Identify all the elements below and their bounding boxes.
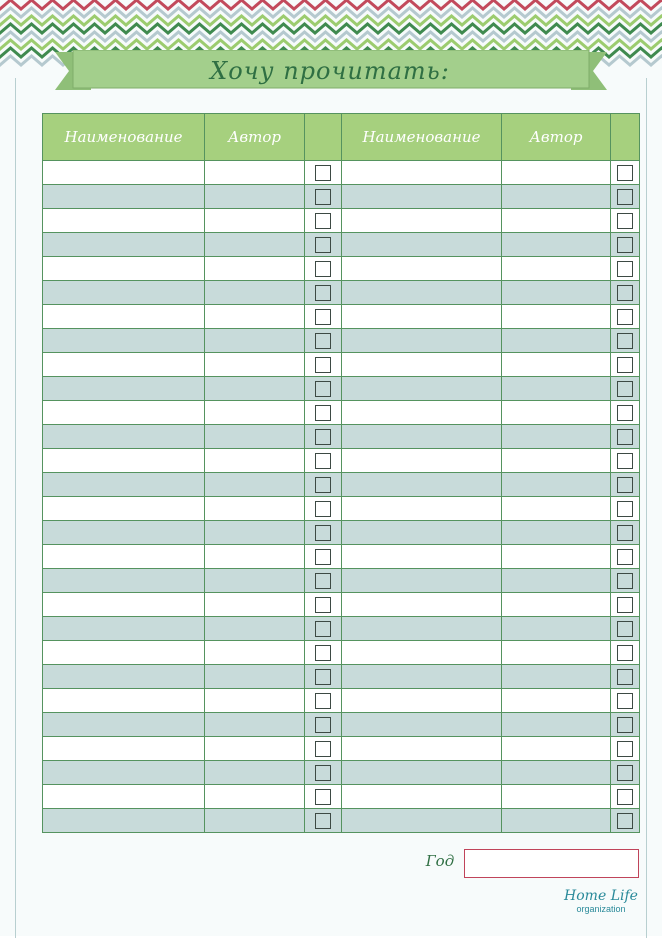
checkbox-cell-right: [611, 761, 640, 785]
author-cell-left[interactable]: [205, 785, 305, 809]
author-cell-right[interactable]: [502, 665, 611, 689]
checkbox-cell-right: [611, 545, 640, 569]
checkbox-cell-left: [305, 353, 342, 377]
checkbox-cell-left: [305, 329, 342, 353]
book-title-cell-left[interactable]: [43, 449, 205, 473]
book-title-cell-left[interactable]: [43, 497, 205, 521]
author-cell-left[interactable]: [205, 401, 305, 425]
read-checkbox[interactable]: [617, 453, 633, 469]
read-checkbox[interactable]: [315, 357, 331, 373]
book-title-cell-right[interactable]: [342, 329, 502, 353]
checkbox-cell-right: [611, 569, 640, 593]
book-title-cell-left[interactable]: [43, 641, 205, 665]
checkbox-cell-right: [611, 809, 640, 833]
author-cell-right[interactable]: [502, 713, 611, 737]
chevron-stripe: [0, 32, 662, 41]
read-checkbox[interactable]: [617, 405, 633, 421]
author-cell-left[interactable]: [205, 545, 305, 569]
author-cell-right[interactable]: [502, 593, 611, 617]
table-row: [43, 377, 640, 401]
book-title-cell-left[interactable]: [43, 809, 205, 833]
read-checkbox[interactable]: [315, 213, 331, 229]
checkbox-cell-left: [305, 713, 342, 737]
checkbox-cell-right: [611, 257, 640, 281]
table-row: [43, 233, 640, 257]
author-cell-right[interactable]: [502, 809, 611, 833]
column-header-author-left: Автор: [205, 114, 305, 161]
read-checkbox[interactable]: [315, 597, 331, 613]
checkbox-cell-left: [305, 569, 342, 593]
book-title-cell-right[interactable]: [342, 473, 502, 497]
table-row: [43, 473, 640, 497]
book-title-cell-left[interactable]: [43, 257, 205, 281]
read-checkbox[interactable]: [315, 765, 331, 781]
checkbox-cell-right: [611, 425, 640, 449]
author-cell-right[interactable]: [502, 521, 611, 545]
author-cell-right[interactable]: [502, 161, 611, 185]
checkbox-cell-right: [611, 281, 640, 305]
table-row: [43, 737, 640, 761]
read-checkbox[interactable]: [315, 285, 331, 301]
checkbox-cell-right: [611, 689, 640, 713]
checkbox-cell-right: [611, 401, 640, 425]
read-checkbox[interactable]: [617, 573, 633, 589]
author-cell-left[interactable]: [205, 161, 305, 185]
table-row: [43, 497, 640, 521]
read-checkbox[interactable]: [617, 693, 633, 709]
table-row: [43, 401, 640, 425]
checkbox-cell-right: [611, 209, 640, 233]
read-checkbox[interactable]: [315, 621, 331, 637]
author-cell-left[interactable]: [205, 329, 305, 353]
author-cell-left[interactable]: [205, 761, 305, 785]
table-row: [43, 641, 640, 665]
read-checkbox[interactable]: [617, 789, 633, 805]
book-title-cell-left[interactable]: [43, 161, 205, 185]
book-title-cell-right[interactable]: [342, 689, 502, 713]
checkbox-cell-left: [305, 641, 342, 665]
read-checkbox[interactable]: [315, 453, 331, 469]
author-cell-left[interactable]: [205, 737, 305, 761]
book-title-cell-left[interactable]: [43, 329, 205, 353]
table-row: [43, 785, 640, 809]
author-cell-right[interactable]: [502, 233, 611, 257]
checkbox-cell-left: [305, 233, 342, 257]
author-cell-right[interactable]: [502, 185, 611, 209]
table-row: [43, 161, 640, 185]
checkbox-cell-right: [611, 329, 640, 353]
author-cell-right[interactable]: [502, 449, 611, 473]
author-cell-left[interactable]: [205, 233, 305, 257]
author-cell-right[interactable]: [502, 545, 611, 569]
read-checkbox[interactable]: [315, 573, 331, 589]
checkbox-cell-right: [611, 185, 640, 209]
author-cell-left[interactable]: [205, 209, 305, 233]
read-checkbox[interactable]: [315, 405, 331, 421]
author-cell-left[interactable]: [205, 713, 305, 737]
author-cell-left[interactable]: [205, 617, 305, 641]
table-row: [43, 281, 640, 305]
book-title-cell-right[interactable]: [342, 401, 502, 425]
book-title-cell-right[interactable]: [342, 809, 502, 833]
read-checkbox[interactable]: [315, 525, 331, 541]
book-title-cell-left[interactable]: [43, 377, 205, 401]
read-checkbox[interactable]: [617, 597, 633, 613]
book-title-cell-left[interactable]: [43, 665, 205, 689]
checkbox-cell-left: [305, 473, 342, 497]
author-cell-right[interactable]: [502, 497, 611, 521]
checkbox-cell-right: [611, 641, 640, 665]
brand-logo: [556, 888, 646, 914]
book-title-cell-right[interactable]: [342, 545, 502, 569]
author-cell-right[interactable]: [502, 353, 611, 377]
book-title-cell-left[interactable]: [43, 617, 205, 641]
checkbox-cell-left: [305, 209, 342, 233]
checkbox-cell-right: [611, 737, 640, 761]
book-title-cell-right[interactable]: [342, 593, 502, 617]
checkbox-cell-left: [305, 425, 342, 449]
book-title-cell-left[interactable]: [43, 593, 205, 617]
book-title-cell-right[interactable]: [342, 785, 502, 809]
checkbox-cell-right: [611, 497, 640, 521]
read-checkbox[interactable]: [315, 237, 331, 253]
checkbox-cell-left: [305, 449, 342, 473]
author-cell-right[interactable]: [502, 401, 611, 425]
page-title: Хочу прочитать:: [210, 57, 450, 85]
author-cell-left[interactable]: [205, 497, 305, 521]
read-checkbox[interactable]: [617, 645, 633, 661]
book-title-cell-right[interactable]: [342, 449, 502, 473]
book-title-cell-left[interactable]: [43, 425, 205, 449]
read-checkbox[interactable]: [617, 165, 633, 181]
read-checkbox[interactable]: [617, 717, 633, 733]
author-cell-left[interactable]: [205, 521, 305, 545]
book-title-cell-left[interactable]: [43, 305, 205, 329]
read-checkbox[interactable]: [315, 813, 331, 829]
author-cell-right[interactable]: [502, 305, 611, 329]
author-cell-right[interactable]: [502, 617, 611, 641]
checkbox-cell-right: [611, 305, 640, 329]
chevron-stripe: [0, 0, 662, 9]
table-header-row: [43, 114, 640, 161]
checkbox-cell-left: [305, 185, 342, 209]
book-title-cell-left[interactable]: [43, 737, 205, 761]
read-checkbox[interactable]: [617, 477, 633, 493]
author-cell-left[interactable]: [205, 809, 305, 833]
chevron-stripe: [0, 16, 662, 25]
checkbox-cell-left: [305, 761, 342, 785]
book-title-cell-left[interactable]: [43, 761, 205, 785]
checkbox-cell-left: [305, 257, 342, 281]
read-checkbox[interactable]: [617, 357, 633, 373]
book-title-cell-right[interactable]: [342, 353, 502, 377]
read-checkbox[interactable]: [617, 501, 633, 517]
author-cell-left[interactable]: [205, 377, 305, 401]
author-cell-left[interactable]: [205, 665, 305, 689]
checkbox-cell-right: [611, 593, 640, 617]
author-cell-right[interactable]: [502, 641, 611, 665]
checkbox-cell-left: [305, 545, 342, 569]
chevron-stripe: [0, 8, 662, 17]
author-cell-right[interactable]: [502, 281, 611, 305]
checkbox-cell-right: [611, 161, 640, 185]
read-checkbox[interactable]: [315, 477, 331, 493]
chevron-stripe: [0, 40, 662, 49]
book-title-cell-right[interactable]: [342, 185, 502, 209]
read-checkbox[interactable]: [617, 261, 633, 277]
table-row: [43, 425, 640, 449]
read-checkbox[interactable]: [617, 813, 633, 829]
author-cell-left[interactable]: [205, 449, 305, 473]
read-checkbox[interactable]: [315, 501, 331, 517]
read-checkbox[interactable]: [315, 165, 331, 181]
checkbox-cell-right: [611, 449, 640, 473]
checkbox-cell-right: [611, 377, 640, 401]
table-row: [43, 689, 640, 713]
author-cell-left[interactable]: [205, 593, 305, 617]
book-title-cell-right[interactable]: [342, 161, 502, 185]
read-checkbox[interactable]: [315, 309, 331, 325]
book-title-cell-right[interactable]: [342, 521, 502, 545]
checkbox-cell-right: [611, 353, 640, 377]
read-checkbox[interactable]: [617, 237, 633, 253]
checkbox-cell-left: [305, 689, 342, 713]
checkbox-cell-left: [305, 593, 342, 617]
author-cell-right[interactable]: [502, 329, 611, 353]
table-row: [43, 209, 640, 233]
author-cell-right[interactable]: [502, 761, 611, 785]
table-row: [43, 329, 640, 353]
author-cell-left[interactable]: [205, 257, 305, 281]
book-title-cell-left[interactable]: [43, 209, 205, 233]
book-title-cell-left[interactable]: [43, 545, 205, 569]
reading-list-table: [42, 113, 640, 833]
checkbox-cell-left: [305, 809, 342, 833]
book-title-cell-right[interactable]: [342, 713, 502, 737]
table-row: [43, 593, 640, 617]
checkbox-cell-left: [305, 161, 342, 185]
checkbox-cell-left: [305, 281, 342, 305]
read-checkbox[interactable]: [617, 621, 633, 637]
author-cell-right[interactable]: [502, 737, 611, 761]
author-cell-right[interactable]: [502, 425, 611, 449]
checkbox-cell-left: [305, 497, 342, 521]
column-header-check-right: [611, 114, 640, 161]
table-row: [43, 449, 640, 473]
book-title-cell-left[interactable]: [43, 473, 205, 497]
book-title-cell-right[interactable]: [342, 761, 502, 785]
book-title-cell-left[interactable]: [43, 233, 205, 257]
book-title-cell-left[interactable]: [43, 353, 205, 377]
logo-sub-text: organization: [576, 904, 626, 914]
read-checkbox[interactable]: [315, 669, 331, 685]
book-title-cell-left[interactable]: [43, 521, 205, 545]
logo-main-text: Home Life: [564, 888, 638, 904]
read-checkbox[interactable]: [315, 717, 331, 733]
checkbox-cell-left: [305, 305, 342, 329]
author-cell-left[interactable]: [205, 281, 305, 305]
table-row: [43, 761, 640, 785]
author-cell-left[interactable]: [205, 641, 305, 665]
book-title-cell-right[interactable]: [342, 641, 502, 665]
table-row: [43, 617, 640, 641]
author-cell-left[interactable]: [205, 425, 305, 449]
author-cell-left[interactable]: [205, 569, 305, 593]
book-title-cell-right[interactable]: [342, 569, 502, 593]
checkbox-cell-left: [305, 665, 342, 689]
read-checkbox[interactable]: [315, 789, 331, 805]
checkbox-cell-right: [611, 713, 640, 737]
checkbox-cell-left: [305, 785, 342, 809]
checkbox-cell-right: [611, 785, 640, 809]
read-checkbox[interactable]: [315, 381, 331, 397]
author-cell-left[interactable]: [205, 473, 305, 497]
checkbox-cell-right: [611, 233, 640, 257]
author-cell-left[interactable]: [205, 689, 305, 713]
table-row: [43, 569, 640, 593]
checkbox-cell-left: [305, 377, 342, 401]
book-title-cell-right[interactable]: [342, 737, 502, 761]
read-checkbox[interactable]: [617, 765, 633, 781]
read-checkbox[interactable]: [315, 189, 331, 205]
table-row: [43, 713, 640, 737]
year-input-field[interactable]: [464, 849, 639, 878]
book-title-cell-right[interactable]: [342, 665, 502, 689]
checkbox-cell-left: [305, 521, 342, 545]
checkbox-cell-right: [611, 665, 640, 689]
table-row: [43, 665, 640, 689]
table-body: [43, 161, 640, 833]
read-checkbox[interactable]: [617, 285, 633, 301]
read-checkbox[interactable]: [315, 333, 331, 349]
author-cell-right[interactable]: [502, 473, 611, 497]
checkbox-cell-left: [305, 401, 342, 425]
author-cell-left[interactable]: [205, 185, 305, 209]
book-title-cell-right[interactable]: [342, 281, 502, 305]
table-row: [43, 257, 640, 281]
book-title-cell-left[interactable]: [43, 569, 205, 593]
read-checkbox[interactable]: [617, 213, 633, 229]
read-checkbox[interactable]: [617, 741, 633, 757]
table-row: [43, 353, 640, 377]
chevron-stripe: [0, 24, 662, 33]
book-title-cell-right[interactable]: [342, 497, 502, 521]
book-title-cell-left[interactable]: [43, 713, 205, 737]
author-cell-right[interactable]: [502, 785, 611, 809]
read-checkbox[interactable]: [315, 693, 331, 709]
checkbox-cell-right: [611, 521, 640, 545]
read-checkbox[interactable]: [617, 429, 633, 445]
book-title-cell-left[interactable]: [43, 281, 205, 305]
author-cell-left[interactable]: [205, 305, 305, 329]
read-checkbox[interactable]: [617, 189, 633, 205]
author-cell-right[interactable]: [502, 209, 611, 233]
book-title-cell-left[interactable]: [43, 785, 205, 809]
book-title-cell-right[interactable]: [342, 257, 502, 281]
table-row: [43, 545, 640, 569]
book-title-cell-right[interactable]: [342, 233, 502, 257]
column-header-name-right: Наименование: [342, 114, 502, 161]
table-row: [43, 185, 640, 209]
read-checkbox[interactable]: [315, 741, 331, 757]
column-header-author-right: Автор: [502, 114, 611, 161]
read-checkbox[interactable]: [617, 549, 633, 565]
checkbox-cell-left: [305, 617, 342, 641]
author-cell-right[interactable]: [502, 377, 611, 401]
read-checkbox[interactable]: [617, 381, 633, 397]
author-cell-left[interactable]: [205, 353, 305, 377]
column-header-name-left: Наименование: [43, 114, 205, 161]
book-title-cell-right[interactable]: [342, 377, 502, 401]
read-checkbox[interactable]: [315, 645, 331, 661]
read-checkbox[interactable]: [617, 309, 633, 325]
checkbox-cell-right: [611, 473, 640, 497]
year-label: Год: [425, 852, 455, 870]
book-title-cell-right[interactable]: [342, 425, 502, 449]
read-checkbox[interactable]: [617, 669, 633, 685]
book-title-cell-left[interactable]: [43, 185, 205, 209]
read-checkbox[interactable]: [315, 429, 331, 445]
author-cell-right[interactable]: [502, 257, 611, 281]
book-title-cell-left[interactable]: [43, 689, 205, 713]
checkbox-cell-left: [305, 737, 342, 761]
read-checkbox[interactable]: [617, 333, 633, 349]
book-title-cell-left[interactable]: [43, 401, 205, 425]
table-row: [43, 305, 640, 329]
column-header-check-left: [305, 114, 342, 161]
book-title-cell-right[interactable]: [342, 305, 502, 329]
book-title-cell-right[interactable]: [342, 617, 502, 641]
author-cell-right[interactable]: [502, 689, 611, 713]
read-checkbox[interactable]: [315, 549, 331, 565]
author-cell-right[interactable]: [502, 569, 611, 593]
checkbox-cell-right: [611, 617, 640, 641]
table-row: [43, 521, 640, 545]
read-checkbox[interactable]: [617, 525, 633, 541]
book-title-cell-right[interactable]: [342, 209, 502, 233]
table-row: [43, 809, 640, 833]
read-checkbox[interactable]: [315, 261, 331, 277]
